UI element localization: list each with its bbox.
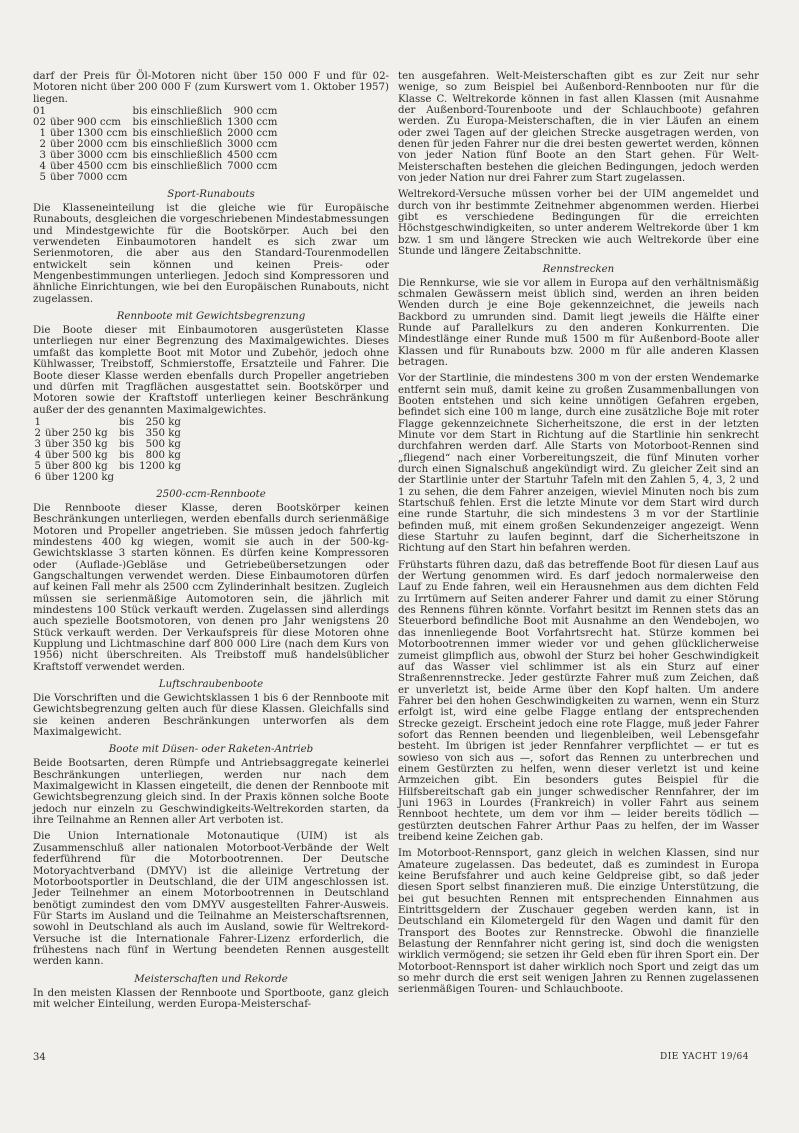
class-cell-a: über 250 kg	[45, 427, 108, 439]
class-cell-n: 2	[34, 427, 41, 439]
class-row	[33, 439, 186, 450]
class-cell-b: bis einschließlich	[132, 128, 223, 140]
paragraph-jet-rocket: Beide Bootsarten, deren Rümpfe und Antriebsaggregate keinerlei Beschränkungen unterliegen, werden nur nach dem Maximalgewicht in Klassen eingeteilt, die denen der Rennboote mit Gewichtsbegrenzung gleich sind. In der Praxis können solche Boote jedoch nur einzeln zu Geschwindigkeits-Weltrekorden starten, da ihre Teilnahme an Rennen aller Art verboten ist.	[33, 758, 389, 827]
class-cell-c: 350 kg	[145, 427, 181, 439]
class-cell-n: 02	[33, 117, 46, 129]
paragraph-weight-limited: Die Boote dieser mit Einbaumotoren ausgerüsteten Klasse unterliegen nur einer Begrenzung des Maximalgewichtes. Dieses umfaßt das komplette Boot mit Motor und Zubehör, jedoch ohne Kühlwasser, Treibstoff, Schmierstoffe, Ersatzteile und Fahrer. Die Boote dieser Klasse werden ebenfalls durch Propeller angetrieben und dürfen mit Tragflächen ausgestattet sein. Bootskörper und Motoren sowie der Kraftstoff unterliegen keiner Beschränkung außer der des genannten Maximalgewichtes.	[33, 325, 389, 416]
class-cell-a: über 800 kg	[45, 460, 108, 472]
class-cell-c: 800 kg	[145, 449, 181, 461]
paragraph-amateurs: Im Motorboot-Rennsport, ganz gleich in welchen Klassen, sind nur Amateure zugelassen. Das bedeutet, daß es zumindest in Europa keine Berufsfahrer und auch keine Geldpreise gibt, so daß jeder diesen Sport selbst finanzieren muß. Die einzige Unterstützung, die bei gut besuchten Rennen mit entsprechenden Einnahmen aus Eintrittsgeldern der Zuschauer gegeben werden kann, ist in Deutschland ein Kilometergeld für den Wagen und damit für den Transport des Bootes zur Rennstrecke. Obwohl die finanzielle Belastung der Rennfahrer nicht gering ist, sind doch die wenigsten wirklich vermögend; sie setzen ihr Geld eben für ihren Sport ein. Der Motorboot-Rennsport ist daher wirklich noch Sport und zeigt das um so mehr durch die erst seit wenigen Jahren zu Rennen zugelassenen serienmäßigen Touren- und Schlauchboote.	[398, 848, 759, 996]
journal-issue: DIE YACHT 19/64	[660, 1052, 749, 1062]
class-cell-c: 2000 ccm	[227, 128, 278, 140]
class-row	[33, 417, 186, 428]
class-cell-c: 1300 ccm	[227, 117, 278, 129]
weight-class-table	[33, 417, 186, 483]
class-cell-a: über 500 kg	[45, 449, 108, 461]
class-cell-b: bis	[119, 438, 135, 450]
class-cell-b	[132, 172, 227, 183]
class-cell-a: über 1300 ccm	[49, 128, 128, 140]
class-cell-a: über 900 ccm	[49, 117, 121, 129]
class-cell-b: bis einschließlich	[132, 161, 223, 173]
class-cell-c: 1200 kg	[139, 460, 181, 472]
heading-championships: Meisterschaften und Rekorde	[134, 973, 288, 985]
class-cell-b: bis	[119, 427, 135, 439]
class-cell-n: 2	[39, 139, 46, 151]
paragraph-world-records: Weltrekord-Versuche müssen vorher bei der UIM angemeldet und durch von ihr bestimmte Zeitnehmer abgenommen werden. Hierbei gibt es verschiedene Bedingungen für die erreichten Höchstgeschwindigkeiten, so unter anderem Weltrekorde über 1 km bzw. 1 sm und längere Strecken wie auch Weltrekorde über eine Stunde und längere Zeitabschnitte.	[398, 189, 759, 258]
class-cell-a	[50, 106, 132, 117]
class-cell-n: 1	[39, 128, 46, 140]
class-cell-c: 7000 ccm	[227, 161, 278, 173]
class-row	[33, 461, 186, 472]
heading-2500ccm: 2500-ccm-Rennboote	[156, 488, 266, 500]
intro-paragraph: darf der Preis für Öl-Motoren nicht über 150 000 F und für 02-Motoren nicht über 200 000 F (zum Kurswert vom 1. Oktober 1957) liegen.	[33, 71, 389, 105]
class-cell-b: bis	[119, 416, 135, 428]
class-cell-c: 500 kg	[145, 438, 181, 450]
paragraph-uim: Die Union Internationale Motonautique (UIM) ist als Zusammenschluß aller nationalen Motorboot-Verbände der Welt federführend für die Motorbootrennen. Der Deutsche Motoryachtverband (DMYV) ist die alleinige Vertretung der Motorbootsportler in Deutschland, die der UIM angeschlossen ist. Jeder Teilnehmer an einem Motorbootrennen in Deutschland benötigt zumindest den vom DMYV ausgestellten Fahrer-Ausweis. Für Starts im Ausland und die Teilnahme an Meisterschaftsrennen, sowohl in Deutschland als auch im Ausland, sowie für Weltrekord-Versuche ist die Internationale Fahrer-Lizenz erforderlich, die frühestens nach fünf in Wertung beendeten Rennen ausgestellt werden kann.	[33, 831, 389, 968]
class-cell-c: 3000 ccm	[227, 139, 278, 151]
class-cell-c: 900 ccm	[233, 106, 278, 118]
left-column	[33, 71, 389, 1010]
paragraph-false-starts: Frühstarts führen dazu, daß das betreffende Boot für diesen Lauf aus der Wertung genommen wird. Es darf jedoch normalerweise den Lauf zu Ende fahren, weil ein Herausnehmen aus dem dichten Feld zu Irrtümern auf Seiten anderer Fahrer und damit zu einer Störung des Rennens führen könnte. Vorfahrt besitzt im Rennen stets das an Steuerbord befindliche Boot mit Ausnahme an den Wendebojen, wo das innenliegende Boot Vorfahrtsrecht hat. Stürze kommen bei Motorbootrennen immer wieder vor und gehen glücklicherweise zumeist glimpflich aus, obwohl der Sturz bei hoher Geschwindigkeit auf das Wasser viel schlimmer ist als ein Sturz auf einer Straßenrennstrecke. Jeder gestürzte Fahrer muß zum Zeichen, daß er unverletzt ist, beide Arme über den Kopf halten. Um andere Fahrer bei den hohen Geschwindigkeiten zu warnen, wenn ein Sturz erfolgt ist, wird eine gelbe Flagge entlang der entsprechenden Strecke gezeigt. Erscheint jedoch eine rote Flagge, muß jeder Fahrer sofort das Rennen beenden und liegenbleiben, weil Lebensgefahr besteht. Im übrigen ist jeder Rennfahrer verpflichtet — er tut es sowieso von sich aus —, sofort das Rennen zu unterbrechen und einem Gestürzten zu helfen, wenn dieser verletzt ist und keine Armzeichen gibt. Ein besonders gutes Beispiel für die Hilfsbereitschaft gab ein junger schwedischer Rennfahrer, der im Juni 1963 in Lourdes (Frankreich) in voller Fahrt aus seinem Rennboot hechtete, um dem vor ihm — leider bereits tödlich — gestürzten deutschen Fahrer Arthur Paas zu helfen, der im Wasser treibend keine Zeichen gab.	[398, 559, 759, 843]
class-row	[33, 428, 186, 439]
class-cell-b	[119, 472, 139, 483]
paragraph-2500ccm: Die Rennboote dieser Klasse, deren Bootskörper keinen Beschränkungen unterliegen, werden ebenfalls durch serienmäßige Motoren und Propeller angetrieben. Sie müssen jedoch fahrfertig mindestens 400 kg wiegen, womit sie auch in der 500-kg-Gewichtsklasse 3 starten können. Es dürfen keine Kompressoren oder (Auflade-)Gebläse und Getriebeübersetzungen oder Gangschaltungen verwendet werden. Diese Einbaumotoren dürfen auf keinen Fall mehr als 2500 ccm Zylinderinhalt besitzen. Zugleich müssen sie serienmäßige Automotoren sein, die jährlich mit mindestens 100 Stück verkauft werden. Zugelassen sind allerdings auch spezielle Bootsmotoren, von denen pro Jahr wenigstens 20 Stück verkauft werden. Der Verkaufspreis für diese Motoren ohne Kupplung und Lichtmaschine darf 800 000 Lire (nach dem Kurs von 1956) nicht überschreiten. Als Treibstoff muß handelsüblicher Kraftstoff verwendet werden.	[33, 502, 389, 673]
class-row	[33, 117, 282, 128]
class-cell-n: 6	[34, 471, 41, 483]
class-cell-n: 3	[34, 438, 41, 450]
heading-race-courses: Rennstrecken	[542, 263, 615, 275]
class-cell-c: 250 kg	[145, 416, 181, 428]
class-row	[33, 128, 282, 139]
class-cell-a: über 350 kg	[45, 438, 108, 450]
paragraph-championships: In den meisten Klassen der Rennboote und Sportboote, ganz gleich mit welcher Einteilung, werden Europa-Meisterschaf-	[33, 987, 389, 1010]
class-cell-c	[227, 172, 282, 183]
class-cell-c: 4500 ccm	[227, 150, 278, 162]
class-cell-b: bis einschließlich	[132, 117, 223, 129]
displacement-class-table	[33, 106, 282, 183]
class-cell-n: 5	[34, 460, 41, 472]
class-cell-a: über 3000 ccm	[49, 150, 128, 162]
heading-propeller-boats: Luftschraubenboote	[158, 679, 264, 691]
class-cell-a: über 1200 kg	[45, 471, 115, 483]
class-cell-a: über 7000 ccm	[49, 172, 128, 184]
paragraph-start-line: Vor der Startlinie, die mindestens 300 m von der ersten Wendemarke entfernt sein muß, damit keine zu großen Zusammenballungen von Booten entstehen und sich keine unnötigen Gefahren ergeben, befindet sich eine 100 m lange, durch eine zusätzliche Boje mit roter Flagge gekennzeichnete Sicherheitszone, die erst in der letzten Minute vor dem Start in Richtung auf die Startlinie hin senkrecht durchfahren werden darf. Alle Starts von Motorboot-Rennen sind „fliegend“ nach einer Vorbereitungszeit, die fünf Minuten vorher durch einen Signalschuß angekündigt wird. Zu gleicher Zeit sind an der Startlinie unter der Startuhr Tafeln mit den Zahlen 5, 4, 3, 2 und 1 zu sehen, die dem Fahrer anzeigen, wieviel Minuten noch bis zum Startschuß fehlen. Erst die letzte Minute vor dem Start wird durch eine runde Startuhr, die sich mindestens 3 m vor der Startlinie befinden muß, mit einem großen Sekundenzeiger angezeigt. Wenn diese Startuhr zu laufen beginnt, darf die Sicherheitszone in Richtung auf den Start hin befahren werden.	[398, 373, 759, 555]
paragraph-sport-runabouts: Die Klasseneinteilung ist die gleiche wie für Europäische Runabouts, desgleichen die vorgeschriebenen Mindestabmessungen und Mindestgewichte für die Bootskörper. Auch bei den verwendeten Einbaumotoren handelt es sich zwar um Serienmotoren, die aber aus den Standard-Tourenmodellen entwickelt sein können und keinen Preis- oder Mengenbestimmungen unterliegen. Jedoch sind Kompressoren und ähnliche Einrichtungen, wie bei den Europäischen Runabouts, nicht zugelassen.	[33, 203, 389, 305]
class-cell-n: 4	[34, 449, 41, 461]
class-cell-a: über 2000 ccm	[49, 139, 128, 151]
paragraph-race-courses: Die Rennkurse, wie sie vor allem in Europa auf den verhältnismäßig schmalen Gewässern meist üblich sind, werden an ihren beiden Wenden durch je eine Boje gekennzeichnet, die jeweils nach Backbord zu umrunden sind. Damit liegt jeweils die Hälfte einer Runde auf Parallelkurs zu den anderen Konkurrenten. Die Mindestlänge einer Runde muß 1500 m für Außenbord-Boote aller Klassen und für Runabouts bzw. 2000 m für alle anderen Klassen betragen.	[398, 277, 759, 368]
class-cell-a: über 4500 ccm	[49, 161, 128, 173]
class-row	[33, 106, 282, 117]
class-cell-n: 01	[33, 106, 46, 118]
paragraph-world-championships: ten ausgefahren. Welt-Meisterschaften gibt es zur Zeit nur sehr wenige, so zum Beispiel bei Außenbord-Rennbooten nur für die Klasse C. Weltrekorde können in fast allen Klassen (mit Ausnahme der Außenbord-Tourenboote und der Schlauchboote) gefahren werden. Zu Europa-Meisterschaften, die in vier Läufen an einem oder zwei Tagen auf der gleichen Strecke ausgetragen werden, von denen für jeden Fahrer nur die drei besten gewertet werden, können von jeder Nation fünf Boote an den Start gehen. Für Welt-Meisterschaften bestehen die gleichen Bedingungen, jedoch werden von jeder Nation nur drei Fahrer zum Start zugelassen.	[398, 71, 759, 185]
class-row	[33, 150, 282, 161]
class-cell-c	[139, 472, 186, 483]
class-cell-n: 4	[39, 161, 46, 173]
page-number: 34	[33, 1052, 46, 1063]
class-row	[33, 139, 282, 150]
class-row	[33, 172, 282, 183]
class-cell-a	[45, 417, 119, 428]
right-column	[398, 71, 759, 996]
class-row	[33, 450, 186, 461]
class-cell-n: 1	[34, 416, 41, 428]
class-cell-n: 3	[39, 150, 46, 162]
paragraph-propeller-boats: Die Vorschriften und die Gewichtsklassen 1 bis 6 der Rennboote mit Gewichtsbegrenzung gelten auch für diese Klassen. Gleichfalls sind sie keinen anderen Beschränkungen unterworfen als dem Maximalgewicht.	[33, 693, 389, 739]
class-cell-n: 5	[39, 172, 46, 184]
class-row	[33, 161, 282, 172]
class-cell-b: bis	[119, 449, 135, 461]
heading-weight-limited: Rennboote mit Gewichtsbegrenzung	[116, 311, 306, 323]
class-cell-b: bis einschließlich	[132, 106, 223, 118]
class-cell-b: bis einschließlich	[132, 150, 223, 162]
class-cell-b: bis einschließlich	[132, 139, 223, 151]
heading-jet-rocket: Boote mit Düsen- oder Raketen-Antrieb	[108, 744, 314, 756]
class-row	[33, 472, 186, 483]
class-cell-b: bis	[119, 460, 135, 472]
heading-sport-runabouts: Sport-Runabouts	[167, 189, 255, 201]
